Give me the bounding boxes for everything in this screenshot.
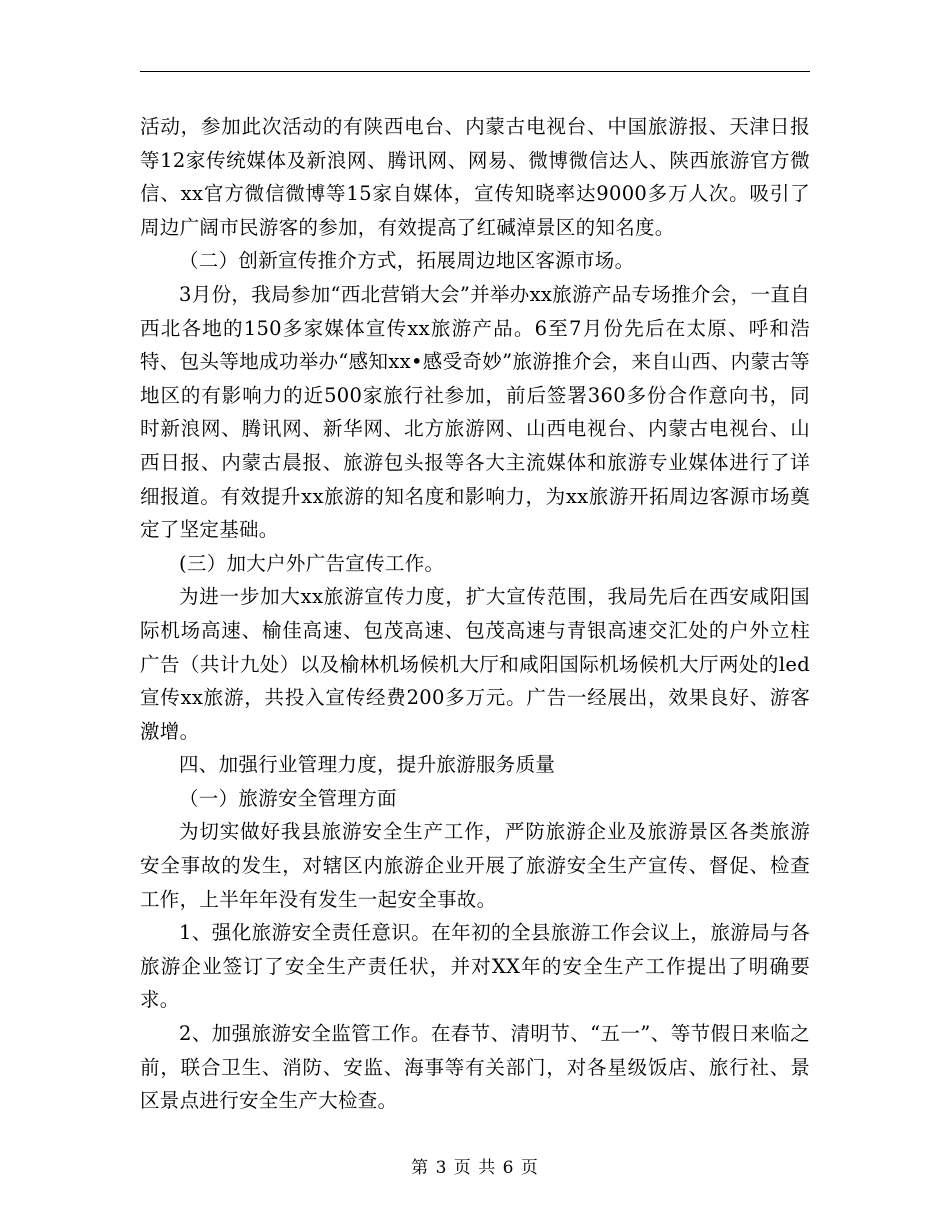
paragraph-3: 3月份，我局参加“西北营销大会”并举办xx旅游产品专场推介会，一直自西北各地的150多家媒体宣传xx旅游产品。6至7月份先后在太原、呼和浩特、包头等地成功举办“感知xx•感受奇妙”旅游推介会，来自山西、内蒙古等地区的有影响力的近500家旅行社参加，前后签署360多份合作意向书，同时新浪网、腾讯网、新华网、北方旅游网、山西电视台、内蒙古电视台、山西日报、内蒙古晨报、旅游包头报等各大主流媒体和旅游专业媒体进行了详细报道。有效提升xx旅游的知名度和影响力，为xx旅游开拓周边客源市场奠定了坚定基础。 <box>140 282 810 542</box>
paragraph-8: 为切实做好我县旅游安全生产工作，严防旅游企业及旅游景区各类旅游安全事故的发生，对辖区内旅游企业开展了旅游安全生产宣传、督促、检查工作，上半年年没有发生一起安全事故。 <box>140 820 810 911</box>
paragraph-10: 2、加强旅游安全监管工作。在春节、清明节、“五一”、等节假日来临之前，联合卫生、消防、安监、海事等有关部门，对各星级饭店、旅行社、景区景点进行安全生产大检查。 <box>140 1022 810 1113</box>
paragraph-6-heading: 四、加强行业管理力度，提升旅游服务质量 <box>179 753 556 777</box>
paragraph-4-heading: (三）加大户外广告宣传工作。 <box>179 551 445 575</box>
paragraph-9: 1、强化旅游安全责任意识。在年初的全县旅游工作会议上，旅游局与各旅游企业签订了安全生产责任状，并对XX年的安全生产工作提出了明确要求。 <box>140 921 810 1012</box>
document-body <box>140 110 810 1118</box>
paragraph-1: 活动，参加此次活动的有陕西电台、内蒙古电视台、中国旅游报、天津日报等12家传统媒体及新浪网、腾讯网、网易、微博微信达人、陕西旅游官方微信、xx官方微信微博等15家自媒体，宣传知晓率达9000多万人次。吸引了周边广阔市民游客的参加，有效提高了红碱淖景区的知名度。 <box>140 115 810 239</box>
page-number-footer: 第 3 页 共 6 页 <box>411 1158 539 1178</box>
header-rule <box>140 71 810 72</box>
paragraph-5: 为进一步加大xx旅游宣传力度，扩大宣传范围，我局先后在西安咸阳国际机场高速、榆佳高速、包茂高速、包茂高速与青银高速交汇处的户外立柱广告（共计九处）以及榆林机场候机大厅和咸阳国际机场候机大厅两处的led宣传xx旅游，共投入宣传经费200多万元。广告一经展出，效果良好、游客激增。 <box>140 585 810 743</box>
paragraph-7-heading: （一）旅游安全管理方面 <box>179 786 397 810</box>
paragraph-2-heading: （二）创新宣传推介方式，拓展周边地区客源市场。 <box>179 249 635 273</box>
